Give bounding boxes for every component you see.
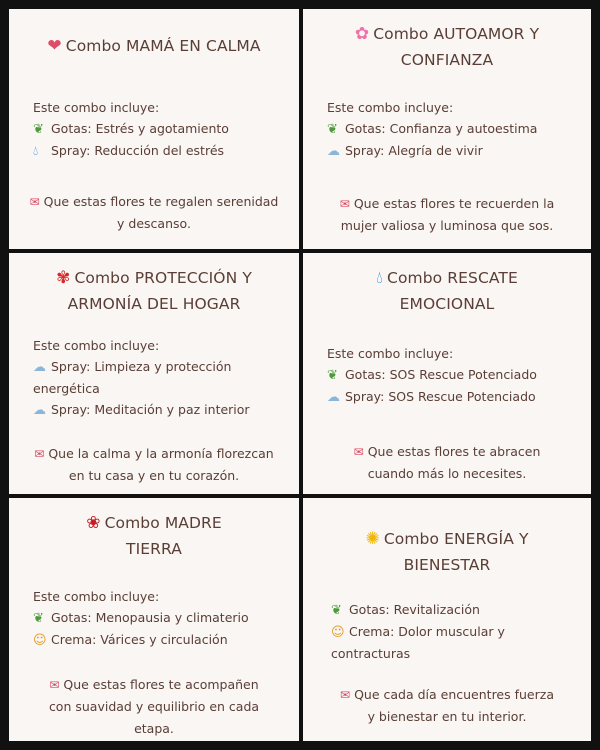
card-title: Combo PROTECCIÓN Y ARMONÍA DEL HOGAR [67, 269, 252, 313]
card-title: Combo AUTOAMOR Y CONFIANZA [373, 25, 540, 69]
herb-icon: ❦ [33, 611, 44, 626]
card-title: Combo ENERGÍA Y BIENESTAR [383, 530, 529, 574]
includes-list [33, 335, 269, 421]
card-title-row [349, 526, 545, 578]
includes-list [327, 97, 573, 162]
list-item: ❦ Gotas: Revitalización [331, 599, 551, 621]
combo-card-energia-y-bienestar [303, 498, 591, 741]
card-title: Combo MAMÁ EN CALMA [65, 37, 261, 55]
combo-card-madre-tierra [9, 498, 299, 741]
card-title-row [69, 510, 239, 562]
card-title-row [343, 265, 551, 317]
list-item: ❦ Gotas: Confianza y autoestima [327, 118, 573, 140]
heart-icon: ❤ [47, 36, 62, 56]
combo-card-rescate-emocional [303, 253, 591, 494]
includes-label: Este combo incluye: [33, 338, 160, 353]
card-message: ✉ Que cada día encuentres fuerza y bienestar en tu interior. [340, 687, 554, 724]
rose-icon: ❀ [86, 513, 101, 533]
spray-icon: ☁ [33, 360, 46, 375]
herb-icon: ❦ [331, 603, 342, 618]
list-item: ☁ Spray: Alegría de vivir [327, 140, 573, 162]
list-item: ☁ Spray: Meditación y paz interior [33, 399, 269, 421]
card-message: ✉ Que estas flores te acompañen con suavidad y equilibrio en cada etapa. [48, 677, 260, 736]
card-title: Combo RESCATE EMOCIONAL [387, 269, 518, 313]
list-item: ❦ Gotas: Estrés y agotamiento [33, 118, 281, 140]
person-icon: ☺ [331, 625, 345, 640]
droplet-icon: 💧︎ [376, 268, 384, 288]
card-title-row [27, 265, 281, 317]
card-title: Combo MADRE TIERRA [104, 514, 222, 558]
card-message: ✉ Que la calma y la armonía florezcan en tu casa y en tu corazón. [34, 446, 274, 483]
list-item: ☺ Crema: Várices y circulación [33, 629, 281, 651]
herb-icon: ❦ [327, 122, 338, 137]
person-icon: ☺ [33, 633, 47, 648]
love-letter-icon: ✉ [340, 688, 351, 702]
list-item: ☁ Spray: Limpieza y protección energética [33, 359, 232, 396]
card-title-row [321, 21, 573, 73]
card-message: ✉ Que estas flores te recuerden la mujer valiosa y luminosa que sos. [339, 196, 555, 233]
pink-flower-icon: ✿ [354, 24, 370, 44]
spray-icon: ☁ [33, 403, 46, 418]
list-item: ❦ Gotas: SOS Rescue Potenciado [327, 364, 573, 386]
combo-card-proteccion-y-armonia [9, 253, 299, 494]
love-letter-icon: ✉ [49, 678, 60, 692]
includes-list [33, 586, 281, 651]
list-item: 💧︎ Spray: Reducción del estrés [33, 140, 281, 162]
includes-label: Este combo incluye: [327, 100, 454, 115]
spray-icon: ☁ [327, 144, 340, 159]
combo-card-mama-en-calma [9, 9, 299, 249]
includes-list [33, 97, 281, 162]
spray-icon: ☁ [327, 390, 340, 405]
love-letter-icon: ✉ [353, 445, 364, 459]
card-title-row [27, 33, 281, 59]
hibiscus-icon: ✾ [56, 268, 71, 288]
list-item: ☁ Spray: SOS Rescue Potenciado [327, 386, 573, 408]
includes-list [331, 599, 551, 664]
includes-label: Este combo incluye: [327, 346, 454, 361]
includes-label: Este combo incluye: [33, 100, 160, 115]
includes-list [327, 343, 573, 408]
herb-icon: ❦ [33, 122, 44, 137]
herb-icon: ❦ [327, 368, 338, 383]
sunflower-icon: ✺ [365, 529, 380, 549]
includes-label: Este combo incluye: [33, 589, 160, 604]
card-message: ✉ Que estas flores te abracen cuando más lo necesites. [353, 444, 541, 481]
love-letter-icon: ✉ [29, 195, 40, 209]
combo-card-autoamor-y-confianza [303, 9, 591, 249]
droplet-icon: 💧︎ [33, 144, 39, 159]
love-letter-icon: ✉ [34, 447, 45, 461]
list-item: ❦ Gotas: Menopausia y climaterio [33, 607, 281, 629]
list-item: ☺ Crema: Dolor muscular y contracturas [331, 624, 505, 661]
love-letter-icon: ✉ [339, 197, 350, 211]
card-message: ✉ Que estas flores te regalen serenidad y descanso. [29, 194, 279, 231]
